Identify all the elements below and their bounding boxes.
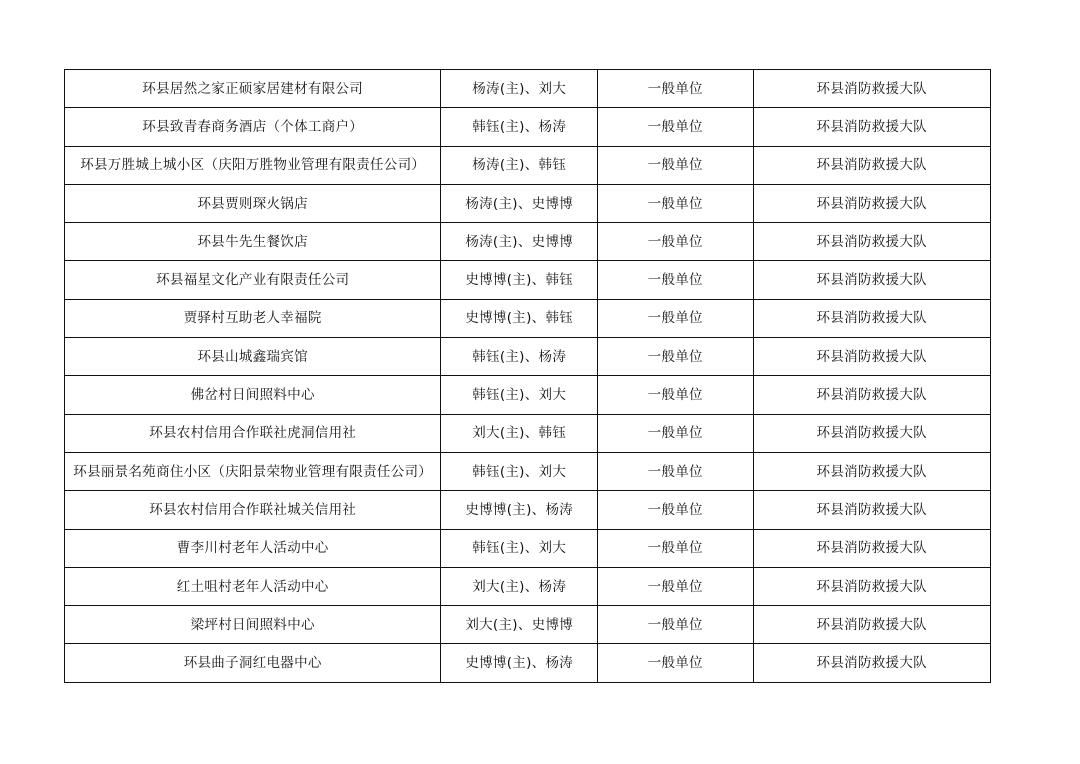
unit-name-cell: 环县万胜城上城小区（庆阳万胜物业管理有限责任公司） — [65, 146, 441, 184]
authority-cell: 环县消防救援大队 — [753, 644, 990, 682]
table-row — [65, 376, 991, 414]
inspectors-cell: 韩钰(主)、杨涛 — [441, 338, 598, 376]
category-cell: 一般单位 — [597, 146, 753, 184]
table-row — [65, 452, 991, 490]
inspectors-cell: 韩钰(主)、刘大 — [441, 529, 598, 567]
authority-cell: 环县消防救援大队 — [753, 567, 990, 605]
inspectors-cell: 韩钰(主)、杨涛 — [441, 108, 598, 146]
table-row — [65, 184, 991, 222]
table-row — [65, 529, 991, 567]
unit-name-cell: 环县丽景名苑商住小区（庆阳景荣物业管理有限责任公司） — [65, 452, 441, 490]
inspectors-cell: 刘大(主)、杨涛 — [441, 567, 598, 605]
category-cell: 一般单位 — [597, 529, 753, 567]
authority-cell: 环县消防救援大队 — [753, 414, 990, 452]
table-row — [65, 414, 991, 452]
authority-cell: 环县消防救援大队 — [753, 452, 990, 490]
inspectors-cell: 杨涛(主)、史博博 — [441, 184, 598, 222]
unit-name-cell: 梁坪村日间照料中心 — [65, 606, 441, 644]
authority-cell: 环县消防救援大队 — [753, 223, 990, 261]
category-cell: 一般单位 — [597, 299, 753, 337]
category-cell: 一般单位 — [597, 606, 753, 644]
unit-name-cell: 红土咀村老年人活动中心 — [65, 567, 441, 605]
authority-cell: 环县消防救援大队 — [753, 261, 990, 299]
authority-cell: 环县消防救援大队 — [753, 529, 990, 567]
authority-cell: 环县消防救援大队 — [753, 299, 990, 337]
table-row — [65, 567, 991, 605]
inspectors-cell: 韩钰(主)、刘大 — [441, 452, 598, 490]
unit-name-cell: 贾驿村互助老人幸福院 — [65, 299, 441, 337]
table-row — [65, 491, 991, 529]
inspectors-cell: 史博博(主)、韩钰 — [441, 299, 598, 337]
table-row — [65, 146, 991, 184]
inspectors-cell: 史博博(主)、杨涛 — [441, 491, 598, 529]
unit-name-cell: 环县致青春商务酒店（个体工商户） — [65, 108, 441, 146]
inspectors-cell: 史博博(主)、韩钰 — [441, 261, 598, 299]
unit-name-cell: 环县山城鑫瑞宾馆 — [65, 338, 441, 376]
inspectors-cell: 杨涛(主)、史博博 — [441, 223, 598, 261]
authority-cell: 环县消防救援大队 — [753, 376, 990, 414]
inspectors-cell: 刘大(主)、史博博 — [441, 606, 598, 644]
category-cell: 一般单位 — [597, 567, 753, 605]
table-row — [65, 261, 991, 299]
table-row — [65, 644, 991, 682]
authority-cell: 环县消防救援大队 — [753, 70, 990, 108]
table-row — [65, 108, 991, 146]
authority-cell: 环县消防救援大队 — [753, 184, 990, 222]
inspection-table — [64, 69, 991, 683]
unit-name-cell: 环县农村信用合作联社城关信用社 — [65, 491, 441, 529]
unit-name-cell: 曹李川村老年人活动中心 — [65, 529, 441, 567]
unit-name-cell: 环县牛先生餐饮店 — [65, 223, 441, 261]
table-row — [65, 299, 991, 337]
unit-name-cell: 环县曲子洞红电器中心 — [65, 644, 441, 682]
category-cell: 一般单位 — [597, 452, 753, 490]
inspectors-cell: 史博博(主)、杨涛 — [441, 644, 598, 682]
table-row — [65, 70, 991, 108]
authority-cell: 环县消防救援大队 — [753, 108, 990, 146]
table-row — [65, 606, 991, 644]
category-cell: 一般单位 — [597, 184, 753, 222]
category-cell: 一般单位 — [597, 376, 753, 414]
table-body — [65, 70, 991, 683]
category-cell: 一般单位 — [597, 414, 753, 452]
table-row — [65, 223, 991, 261]
inspectors-cell: 刘大(主)、韩钰 — [441, 414, 598, 452]
unit-name-cell: 环县贾则琛火锅店 — [65, 184, 441, 222]
authority-cell: 环县消防救援大队 — [753, 338, 990, 376]
category-cell: 一般单位 — [597, 491, 753, 529]
authority-cell: 环县消防救援大队 — [753, 146, 990, 184]
inspectors-cell: 杨涛(主)、韩钰 — [441, 146, 598, 184]
category-cell: 一般单位 — [597, 108, 753, 146]
category-cell: 一般单位 — [597, 261, 753, 299]
category-cell: 一般单位 — [597, 338, 753, 376]
category-cell: 一般单位 — [597, 644, 753, 682]
category-cell: 一般单位 — [597, 223, 753, 261]
inspectors-cell: 杨涛(主)、刘大 — [441, 70, 598, 108]
unit-name-cell: 佛岔村日间照料中心 — [65, 376, 441, 414]
inspectors-cell: 韩钰(主)、刘大 — [441, 376, 598, 414]
table-row — [65, 338, 991, 376]
category-cell: 一般单位 — [597, 70, 753, 108]
unit-name-cell: 环县福星文化产业有限责任公司 — [65, 261, 441, 299]
authority-cell: 环县消防救援大队 — [753, 606, 990, 644]
unit-name-cell: 环县居然之家正硕家居建材有限公司 — [65, 70, 441, 108]
unit-name-cell: 环县农村信用合作联社虎洞信用社 — [65, 414, 441, 452]
authority-cell: 环县消防救援大队 — [753, 491, 990, 529]
